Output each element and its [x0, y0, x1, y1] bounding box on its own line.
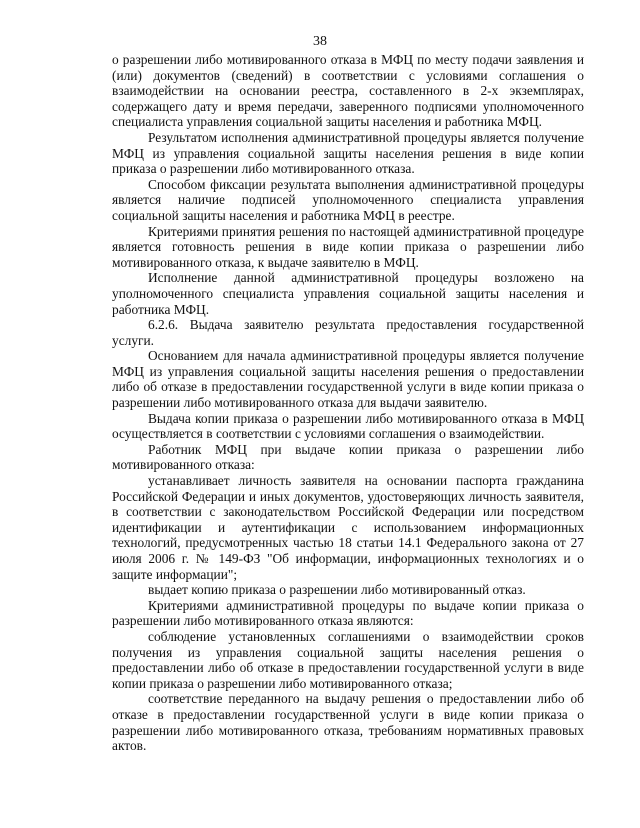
list-item: соблюдение установленных соглашениями о взаимодействии сроков получения из управления социальной защиты населения решения о предоставлении либо об отказе в предоставлении государственной услуги в виде копии приказа о разрешении либо мотивированного отказа;: [112, 628, 584, 691]
list-item: выдает копию приказа о разрешении либо мотивированный отказ.: [148, 582, 526, 598]
list-item: соответствие переданного на выдачу решения о предоставлении либо об отказе в предоставлении государственной услуги в виде копии приказа о разрешении либо мотивированного отказа, требованиям нормативных правовых актов.: [112, 691, 584, 754]
paragraph: Критериями административной процедуры по выдаче копии приказа о разрешении либо мотивированного отказа являются:: [112, 597, 584, 629]
document-body: [112, 52, 584, 754]
paragraph: Основанием для начала административной процедуры является получение МФЦ из управления социальной защиты населения решения о предоставлении либо об отказе в предоставлении государственной услуги в виде копии приказа о разрешении либо мотивированного отказа для выдачи заявителю.: [112, 348, 584, 411]
section-heading: 6.2.6. Выдача заявителю результата предоставления государственной услуги.: [112, 317, 584, 348]
paragraph: Выдача копии приказа о разрешении либо мотивированного отказа в МФЦ осуществляется в соответствии с условиями соглашения о взаимодействии.: [112, 410, 584, 442]
paragraph: Исполнение данной административной процедуры возложено на уполномоченного специалиста управления социальной защиты населения и работника МФЦ.: [112, 270, 584, 317]
paragraph: Способом фиксации результата выполнения административной процедуры является наличие подписей уполномоченного специалиста управления социальной защиты населения и работника МФЦ в реестре.: [112, 176, 584, 223]
list-item: устанавливает личность заявителя на основании паспорта гражданина Российской Федерации и иных документов, удостоверяющих личность заявителя, в соответствии с законодательством Российской Федерации или посредством идентификации и аутентификации с использованием информационных технологий, предусмотренных частью 18 статьи 14.1 Федерального закона от 27 июля 2006 г. № 149-ФЗ "Об информации, информационных технологиях и о защите информации";: [112, 473, 584, 582]
paragraph: о разрешении либо мотивированного отказа в МФЦ по месту подачи заявления и (или) документов (сведений) в соответствии с условиями соглашения о взаимодействии на основании реестра, составленного в 2-х экземплярах, содержащего дату и время передачи, заверенного подписями уполномоченного специалиста управления социальной защиты населения и работника МФЦ.: [112, 52, 584, 130]
paragraph: Работник МФЦ при выдаче копии приказа о разрешении либо мотивированного отказа:: [112, 441, 584, 473]
paragraph: Критериями принятия решения по настоящей административной процедуре является готовность решения в виде копии приказа о разрешении либо мотивированного отказа, к выдаче заявителю в МФЦ.: [112, 223, 584, 270]
paragraph: Результатом исполнения административной процедуры является получение МФЦ из управления социальной защиты населения решения в виде копии приказа о разрешении либо мотивированного отказа.: [112, 129, 584, 177]
page-number: 38: [313, 34, 327, 49]
